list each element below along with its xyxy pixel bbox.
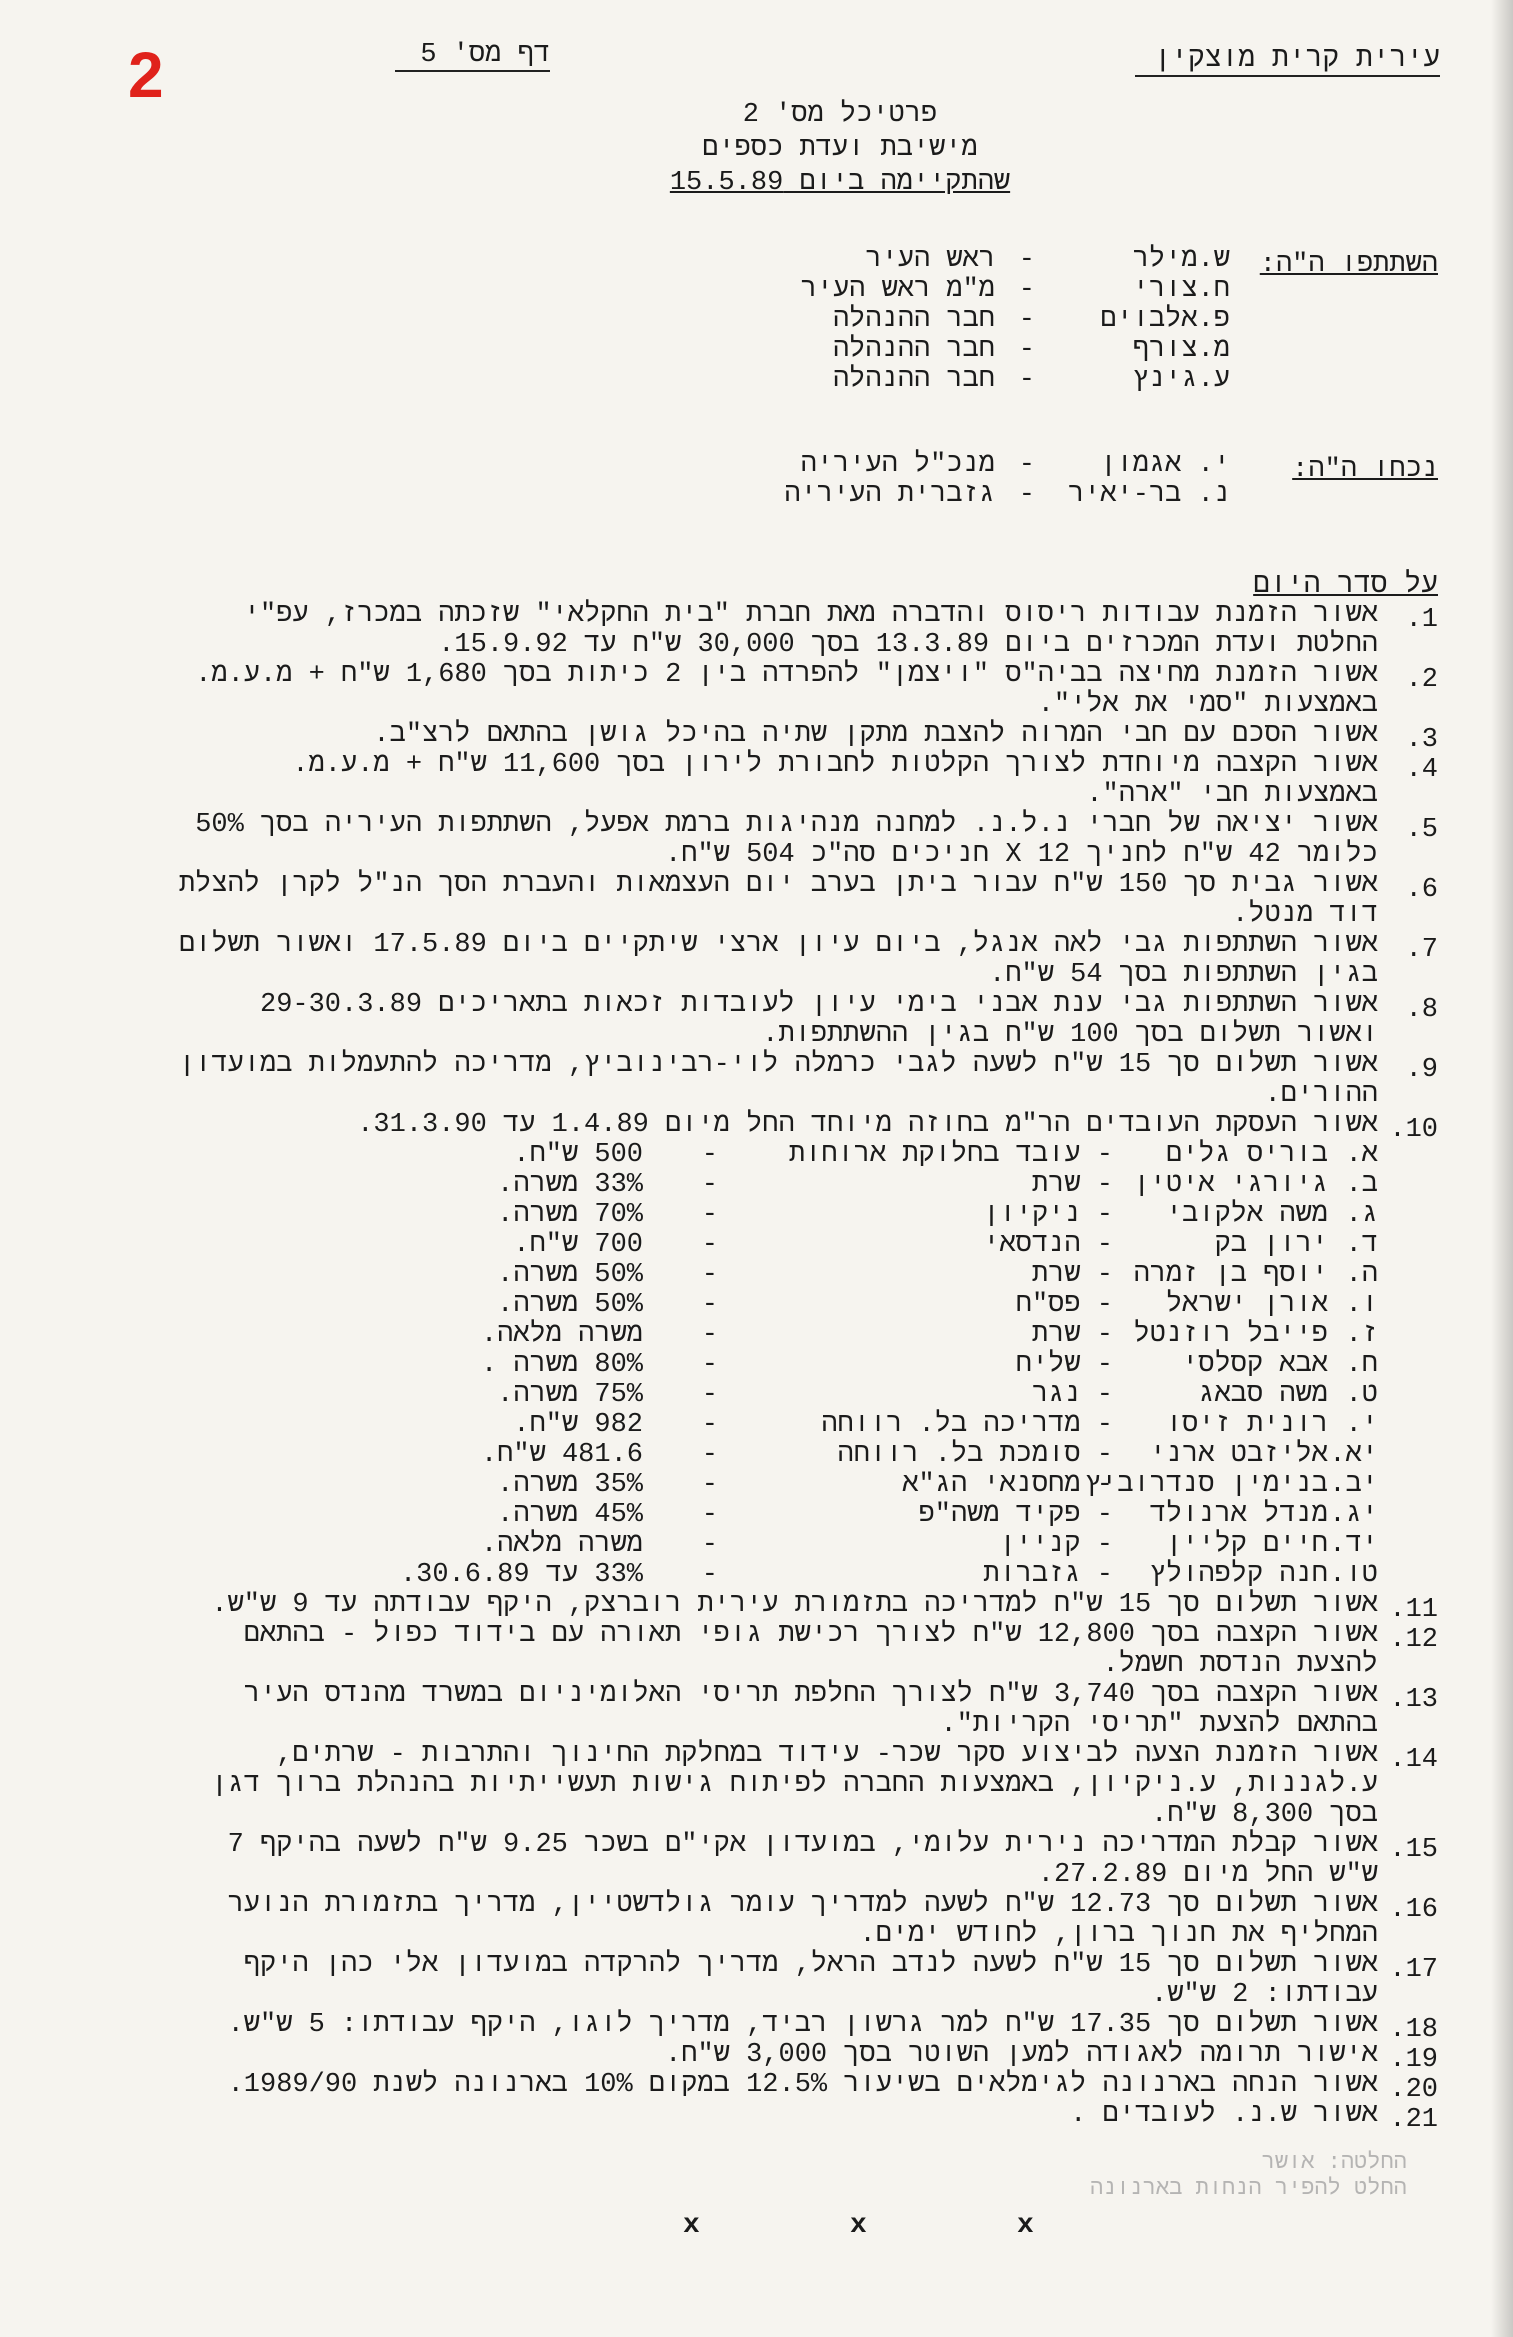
agenda-item	[168, 1110, 1438, 1145]
item-number: .13	[1389, 1685, 1438, 1715]
agenda-item	[168, 2100, 1438, 2135]
employee-row	[168, 1380, 1378, 1410]
employee-terms: 35% משרה.	[497, 1470, 643, 1500]
item-number: .12	[1389, 1625, 1438, 1655]
agenda-item	[168, 1950, 1438, 2010]
dash-separator: -	[701, 1410, 718, 1440]
employee-letter: יג.	[1329, 1500, 1378, 1530]
employee-name: בנימין סנדרוביץ	[1084, 1470, 1328, 1500]
employee-name: פייבל רוזנטל	[1133, 1320, 1328, 1350]
employee-letter: ט.	[1345, 1380, 1378, 1410]
person-name: נ. בר-יאיר	[1067, 480, 1230, 510]
employee-name: מנדל ארנולד	[1149, 1500, 1328, 1530]
employee-row	[168, 1500, 1378, 1530]
participants-list	[760, 245, 1230, 395]
employee-terms: 500 ש"ח.	[513, 1140, 643, 1170]
dash-separator: -	[1018, 450, 1035, 480]
employee-name: בוריס גלים	[1165, 1140, 1328, 1170]
person-row	[760, 450, 1230, 480]
employee-row	[168, 1470, 1378, 1500]
faded-stamp	[1090, 2150, 1407, 2202]
person-name: ע.גינץ	[1132, 365, 1230, 395]
employee-job: - פקיד משה"פ	[918, 1500, 1113, 1530]
dash-separator: -	[1018, 335, 1035, 365]
title-line-1: פרטיכל מס' 2	[742, 100, 938, 130]
employee-name: רונית זיסו	[1165, 1410, 1328, 1440]
end-mark: x	[1017, 2210, 1034, 2241]
employee-job: - מדריכה בל. רווחה	[821, 1410, 1113, 1440]
item-text: אשור הסכם עם חבי המרוה להצבת מתקן שתיה בהיכל גושן בהתאם לרצ"ב.	[373, 720, 1378, 750]
agenda-item	[168, 600, 1438, 660]
agenda-heading: על סדר היום	[1253, 570, 1438, 601]
dash-separator: -	[701, 1260, 718, 1290]
item-number: .2	[1405, 665, 1438, 695]
dash-separator: -	[701, 1200, 718, 1230]
item-text: אשור השתתפות גבי ענת אבני בימי עיון לעובדות זכאות בתאריכים 29-30.3.89 ואשור תשלום בסך 100 ש"ח בגין ההשתתפות.	[243, 990, 1378, 1050]
item-text: אשור תשלום סך 15 ש"ח לשעה לנדב הראל, מדריך להרקדה במועדון אלי כהן היקף עבודתו: 2 ש"ש.	[227, 1950, 1378, 2010]
employee-terms: 33% עד 30.6.89.	[399, 1560, 643, 1590]
employee-terms: 481.6 ש"ח.	[480, 1440, 643, 1470]
employee-row	[168, 1320, 1378, 1350]
employee-job: - הנדסאי	[983, 1230, 1113, 1260]
employee-job: - שליח	[1015, 1350, 1113, 1380]
dash-separator: -	[701, 1380, 718, 1410]
dash-separator: -	[701, 1290, 718, 1320]
employee-terms: 50% משרה.	[497, 1260, 643, 1290]
person-name: ש.מילר	[1132, 245, 1230, 275]
person-row	[760, 365, 1230, 395]
employee-letter: ח.	[1345, 1350, 1378, 1380]
employee-name: משה אלקובי	[1165, 1200, 1328, 1230]
dash-separator: -	[1018, 305, 1035, 335]
person-row	[760, 275, 1230, 305]
employee-name: יוסף בן זמרה	[1133, 1260, 1328, 1290]
dash-separator: -	[701, 1170, 718, 1200]
employee-job: - שרת	[1031, 1170, 1113, 1200]
dash-separator: -	[701, 1350, 718, 1380]
employee-letter: א.	[1345, 1140, 1378, 1170]
item-number: .9	[1405, 1055, 1438, 1085]
item-text: אשור תשלום סך 15 ש"ח למדריכה בתזמורת עירית רוברצק, היקף עבודתה עד 9 ש"ש.	[211, 1590, 1378, 1620]
agenda-item	[162, 1050, 1438, 1110]
agenda-item	[168, 720, 1438, 755]
agenda-item	[162, 870, 1438, 930]
page-label: דף מס' 5	[395, 40, 550, 72]
employee-letter: טו.	[1329, 1560, 1378, 1590]
dash-separator: -	[1018, 480, 1035, 510]
item-text: אשור ש.נ. לעובדים .	[1070, 2100, 1378, 2130]
document-title	[640, 98, 1040, 200]
agenda-item	[168, 990, 1438, 1050]
dash-separator: -	[701, 1530, 718, 1560]
page-number-mark: 2	[128, 39, 164, 111]
person-role: מ"מ ראש העיר	[800, 275, 995, 305]
employee-letter: ו.	[1345, 1290, 1378, 1320]
item-number: .8	[1405, 995, 1438, 1025]
employee-job: - סומכת בל. רווחה	[837, 1440, 1113, 1470]
employee-letter: ב.	[1345, 1170, 1378, 1200]
title-line-2: מישיבת ועדת כספים	[702, 134, 978, 164]
employee-job: - נגר	[1031, 1380, 1113, 1410]
item-text: אשור גבית סך 150 ש"ח עבור ביתן בערב יום העצמאות והעברת הסך הנ"ל לקרן להצלת דוד מנטל.	[162, 870, 1378, 930]
dash-separator: -	[701, 1140, 718, 1170]
item-text: אשור הקצבה מיוחדת לצורך הקלטות לחבורת לירון בסך 11,600 ש"ח + מ.ע.מ. באמצעות חבי "ארה".	[276, 750, 1378, 810]
employee-row	[168, 1410, 1378, 1440]
item-text: אשור תשלום סך 12.73 ש"ח לשעה למדריך עומר גולדשטיין, מדריך בתזמורת הנוער המחליף את חנוך ברון, לחודש ימים.	[211, 1890, 1378, 1950]
item-text: אשור תשלום סך 15 ש"ח לשעה לגבי כרמלה לוי-רבינוביץ, מדריכה להתעמלות במועדון ההורים.	[162, 1050, 1378, 1110]
employee-job: - קניין	[999, 1530, 1113, 1560]
end-marks	[0, 2210, 1513, 2250]
item-number: .3	[1405, 725, 1438, 755]
agenda-item	[168, 1680, 1438, 1740]
stamp-line-1: החלטה: אושר	[1261, 2150, 1407, 2175]
employee-row	[168, 1200, 1378, 1230]
agenda-item	[168, 1890, 1438, 1950]
employee-row	[168, 1350, 1378, 1380]
item-text: אשור השתתפות גבי לאה אנגל, ביום עיון ארצי שיתקיים ביום 17.5.89 ואשור תשלום בגין השתתפות בסך 54 ש"ח.	[162, 930, 1378, 990]
item-number: .1	[1405, 605, 1438, 635]
employee-terms: משרה מלאה.	[480, 1530, 643, 1560]
person-role: חבר ההנהלה	[832, 335, 995, 365]
item-text: אשור הקצבה בסך 12,800 ש"ח לצורך רכישת גופי תאורה עם בידוד כפול - בהתאם להצעת הנדסת חשמל.	[227, 1620, 1378, 1680]
item-text: אישור תרומה לאגודה למען השוטר בסך 3,000 ש"ח.	[665, 2040, 1378, 2070]
agenda-item	[168, 1830, 1438, 1890]
agenda-item	[168, 1740, 1438, 1830]
end-mark: x	[850, 2210, 867, 2241]
employee-name: משה סבאג	[1198, 1380, 1328, 1410]
dash-separator: -	[701, 1560, 718, 1590]
employee-table	[168, 1140, 1378, 1590]
item-text: אשור הזמנת הצעה לביצוע סקר שכר- עידוד במחלקת החינוך והתרבות - שרתים, ע.לגננות, ע.ניקיון, באמצעות החברה לפיתוח גישות תעשייתיות בהנהלת ברוך דגן בסך 8,300 ש"ח.	[195, 1740, 1378, 1830]
employee-terms: משרה מלאה.	[480, 1320, 643, 1350]
employee-row	[168, 1290, 1378, 1320]
dash-separator: -	[701, 1500, 718, 1530]
person-role: מנכ"ל העיריה	[800, 450, 995, 480]
person-row	[760, 480, 1230, 510]
dash-separator: -	[701, 1230, 718, 1260]
employee-name: אורן ישראל	[1165, 1290, 1328, 1320]
employee-name: אליזבט ארני	[1149, 1440, 1328, 1470]
agenda-item	[168, 660, 1438, 720]
page-edge-shadow	[1491, 0, 1513, 2337]
dash-separator: -	[1018, 365, 1035, 395]
item-number: .10	[1389, 1115, 1438, 1145]
employee-terms: 700 ש"ח.	[513, 1230, 643, 1260]
present-label: נכחו ה"ה:	[1292, 455, 1438, 485]
agenda-item	[168, 2010, 1438, 2045]
item-number: .20	[1389, 2075, 1438, 2105]
item-number: .16	[1389, 1895, 1438, 1925]
item-text: אשור הקצבה בסך 3,740 ש"ח לצורך החלפת תריסי האלומיניום במשרד מהנדס העיר בהתאם להצעת "תריסי הקריות".	[227, 1680, 1378, 1740]
agenda-item	[168, 1620, 1438, 1680]
item-text: אשור הזמנת עבודות ריסוס והדברה מאת חברת "בית החקלאי" שזכתה במכרז, עפ"י החלטת ועדת המכרזים ביום 13.3.89 בסך 30,000 ש"ח עד 15.9.92.	[227, 600, 1378, 660]
person-row	[760, 335, 1230, 365]
person-row	[760, 245, 1230, 275]
employee-row	[168, 1140, 1378, 1170]
employee-name: אבא קסלסי	[1182, 1350, 1328, 1380]
employee-row	[168, 1530, 1378, 1560]
present-list	[760, 450, 1230, 510]
employee-terms: 33% משרה.	[497, 1170, 643, 1200]
stamp-line-2: החלט להפיר הנחות בארנונה	[1090, 2176, 1407, 2201]
employee-name: חנה קלפהולץ	[1149, 1560, 1328, 1590]
item-text: אשור יציאה של חברי נ.ל.נ. למחנה מנהיגות ברמת אפעל, השתתפות העיריה בסך 50% כלומר 42 ש"ח לחניך X 12 חניכים סה"כ 504 ש"ח.	[179, 810, 1378, 870]
employee-letter: ג.	[1345, 1200, 1378, 1230]
person-name: י. אגמון	[1100, 450, 1230, 480]
item-number: .11	[1389, 1595, 1438, 1625]
employee-letter: ז.	[1345, 1320, 1378, 1350]
person-row	[760, 305, 1230, 335]
item-text: אשור העסקת העובדים הר"מ בחוזה מיוחד החל מיום 1.4.89 עד 31.3.90.	[357, 1110, 1378, 1140]
employee-job: - שרת	[1031, 1260, 1113, 1290]
dash-separator: -	[1018, 245, 1035, 275]
item-number: .6	[1405, 875, 1438, 905]
employee-name: חיים קליין	[1165, 1530, 1328, 1560]
dash-separator: -	[701, 1320, 718, 1350]
participants-label: השתתפו ה"ה:	[1259, 250, 1438, 280]
agenda-items	[162, 600, 1438, 2135]
employee-job: - פס"ח	[1015, 1290, 1113, 1320]
employee-terms: 45% משרה.	[497, 1500, 643, 1530]
person-role: גזברית העיריה	[784, 480, 995, 510]
employee-name: ירון בק	[1214, 1230, 1328, 1260]
item-number: .18	[1389, 2015, 1438, 2045]
employee-terms: 75% משרה.	[497, 1380, 643, 1410]
person-role: חבר ההנהלה	[832, 305, 995, 335]
item-number: .19	[1389, 2045, 1438, 2075]
employee-job: - מחסנאי הג"א	[902, 1470, 1113, 1500]
agenda-item	[168, 810, 1438, 870]
item-number: .5	[1405, 815, 1438, 845]
end-mark: x	[683, 2210, 700, 2241]
agenda-item	[168, 2040, 1438, 2075]
item-number: .7	[1405, 935, 1438, 965]
dash-separator: -	[1018, 275, 1035, 305]
employee-terms: 982 ש"ח.	[513, 1410, 643, 1440]
item-number: .14	[1389, 1745, 1438, 1775]
person-name: מ.צורף	[1132, 335, 1230, 365]
dash-separator: -	[701, 1440, 718, 1470]
person-name: ח.צורי	[1132, 275, 1230, 305]
employee-letter: יב.	[1329, 1470, 1378, 1500]
title-line-3: שהתקיימה ביום 15.5.89	[669, 168, 1011, 198]
employee-letter: יא.	[1329, 1440, 1378, 1470]
employee-row	[168, 1170, 1378, 1200]
dash-separator: -	[701, 1470, 718, 1500]
employee-terms: 50% משרה.	[497, 1290, 643, 1320]
person-role: ראש העיר	[865, 245, 995, 275]
employee-job: - ניקיון	[983, 1200, 1113, 1230]
item-text: אשור תשלום סך 17.35 ש"ח למר גרשון רביד, מדריך לוגו, היקף עבודתו: 5 ש"ש.	[227, 2010, 1378, 2040]
item-number: .15	[1389, 1835, 1438, 1865]
employee-job: - עובד בחלוקת ארוחות	[788, 1140, 1113, 1170]
employee-row	[168, 1560, 1378, 1590]
employee-letter: יד.	[1329, 1530, 1378, 1560]
agenda-item	[162, 930, 1438, 990]
employee-job: - גזברות	[983, 1560, 1113, 1590]
employee-terms: 70% משרה.	[497, 1200, 643, 1230]
item-text: אשור הזמנת מחיצה בביה"ס "ויצמן" להפרדה בין 2 כיתות בסך 1,680 ש"ח + מ.ע.מ. באמצעות "סמי את אלי".	[178, 660, 1378, 720]
agenda-item	[168, 1590, 1438, 1625]
employee-terms: 80% משרה .	[480, 1350, 643, 1380]
employee-letter: ד.	[1345, 1230, 1378, 1260]
employee-job: - שרת	[1031, 1320, 1113, 1350]
item-number: .21	[1389, 2105, 1438, 2135]
person-name: פ.אלבוים	[1100, 305, 1230, 335]
person-role: חבר ההנהלה	[832, 365, 995, 395]
employee-row	[168, 1230, 1378, 1260]
item-number: .17	[1389, 1955, 1438, 1985]
item-text: אשור הנחה בארנונה לגימלאים בשיעור 12.5% במקום 10% בארנונה לשנת 1989/90.	[227, 2070, 1378, 2100]
employee-letter: ה.	[1345, 1260, 1378, 1290]
employee-row	[168, 1260, 1378, 1290]
employee-row	[168, 1440, 1378, 1470]
item-number: .4	[1405, 755, 1438, 785]
agenda-item	[168, 2070, 1438, 2105]
municipality-name: עירית קרית מוצקין	[1135, 44, 1440, 77]
employee-letter: י.	[1345, 1410, 1378, 1440]
item-text: אשור קבלת המדריכה נירית עלומי, במועדון אקי"ם בשכר 9.25 ש"ח לשעה בהיקף 7 ש"ש החל מיום 27.2.89.	[211, 1830, 1378, 1890]
agenda-item	[168, 750, 1438, 810]
employee-name: גיורגי איטין	[1133, 1170, 1328, 1200]
